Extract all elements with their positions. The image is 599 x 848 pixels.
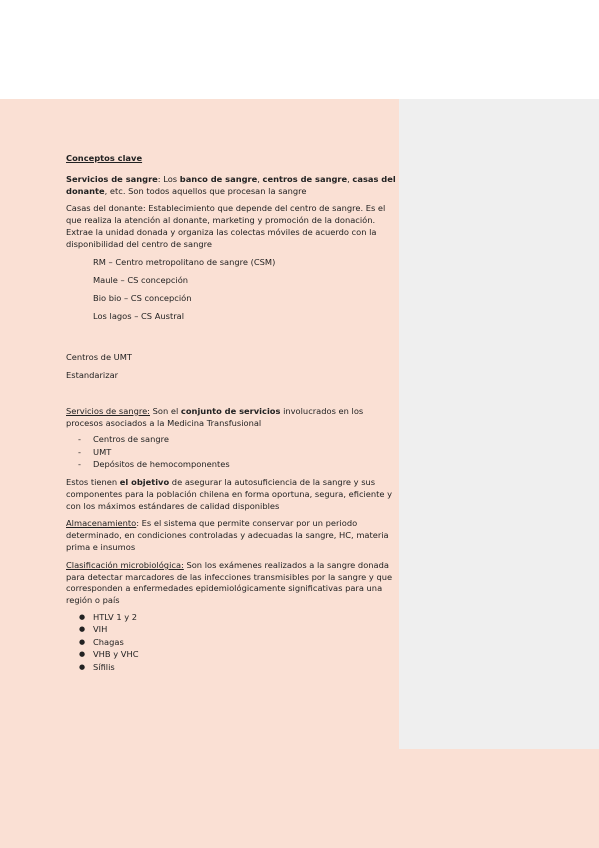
list-text: VHB y VHC	[93, 649, 139, 660]
paragraph-servicios	[66, 174, 396, 198]
dash-marker: -	[78, 459, 81, 470]
text: ,	[257, 173, 263, 184]
bullet-icon: ●	[79, 650, 86, 659]
term: casas del donante	[66, 173, 396, 196]
term-label: Almacenamiento	[66, 518, 137, 529]
list-text: Centros de sangre	[93, 434, 169, 445]
list-text: Depósitos de hemocomponentes	[93, 459, 230, 470]
line-estandarizar: Estandarizar	[66, 370, 119, 381]
regions-list	[66, 257, 396, 323]
list-text: VIH	[93, 624, 108, 635]
side-panel	[399, 99, 599, 749]
bullet-list	[66, 611, 396, 674]
term: el objetivo	[119, 476, 170, 487]
list-item	[66, 661, 396, 674]
term-label: Servicios de sangre:	[66, 405, 150, 416]
bullet-icon: ●	[79, 625, 86, 634]
list-text: HTLV 1 y 2	[93, 611, 138, 622]
notes-content	[66, 153, 396, 679]
bullet-icon: ●	[79, 637, 86, 646]
dash-marker: -	[78, 434, 81, 445]
term-label: Clasificación microbiológica:	[66, 559, 184, 570]
text: Estos tienen	[66, 476, 120, 487]
paragraph-almacenamiento	[66, 518, 396, 553]
list-item	[66, 611, 396, 624]
list-text: UMT	[93, 446, 112, 457]
list-text: Chagas	[93, 636, 124, 647]
text: Son el	[149, 405, 181, 416]
top-margin	[0, 0, 599, 99]
list-item	[66, 433, 396, 446]
bullet-icon: ●	[79, 612, 86, 621]
list-item	[66, 623, 396, 636]
list-item	[66, 458, 396, 471]
paragraph-casas-donante: Casas del donante: Establecimiento que depende del centro de sangre. Es el que realiza la atención al donante, marketing y promoción de la donación. Extrae la unidad donada y organiza las colectas móviles de acuerdo con la disponibilidad del centro de sangre	[66, 203, 386, 249]
term: banco de sangre	[179, 173, 258, 184]
list-item: Bio bio – CS concepción	[93, 292, 192, 303]
dash-marker: -	[78, 446, 81, 457]
list-text: Sífilis	[93, 661, 115, 672]
dash-list	[66, 433, 396, 471]
paragraph-servicios-sangre	[66, 406, 396, 430]
list-item: RM – Centro metropolitano de sangre (CSM)	[93, 256, 276, 267]
text: : Es el sistema que permite conservar por un periodo determinado, en condiciones controladas y adecuadas la sangre, HC, materia prima e insumos	[66, 518, 389, 552]
spacer	[66, 382, 396, 406]
bullet-icon: ●	[79, 662, 86, 671]
text: involucrados en los procesos asociados a la Medicina Transfusional	[66, 405, 364, 428]
paragraph-clasificacion	[66, 560, 396, 607]
list-item: Los lagos – CS Austral	[93, 310, 184, 321]
spacer	[66, 329, 396, 352]
text: de asegurar la autosuficiencia de la sangre y sus componentes para la población chilena en forma oportuna, segura, eficiente y con los máximos estándares de calidad disponibles	[66, 476, 393, 511]
list-item: Maule – CS concepción	[93, 274, 189, 285]
text: : Los	[157, 173, 180, 184]
text: , etc. Son todos aquellos que procesan la sangre	[104, 185, 307, 196]
paragraph-objetivo	[66, 477, 396, 512]
line-centros-umt: Centros de UMT	[66, 351, 132, 362]
term: Servicios de sangre	[66, 173, 158, 184]
section-heading: Conceptos clave	[66, 153, 143, 163]
term: centros de sangre	[262, 173, 348, 184]
list-item	[66, 636, 396, 649]
text: ,	[347, 173, 353, 184]
list-item	[66, 648, 396, 661]
term: conjunto de servicios	[180, 405, 281, 416]
list-item	[66, 446, 396, 459]
text: Son los exámenes realizados a la sangre donada para detectar marcadores de las infecciones transmisibles por la sangre y que corresponden a enfermedades epidemiológicamente significativas para una región o país	[66, 559, 393, 606]
